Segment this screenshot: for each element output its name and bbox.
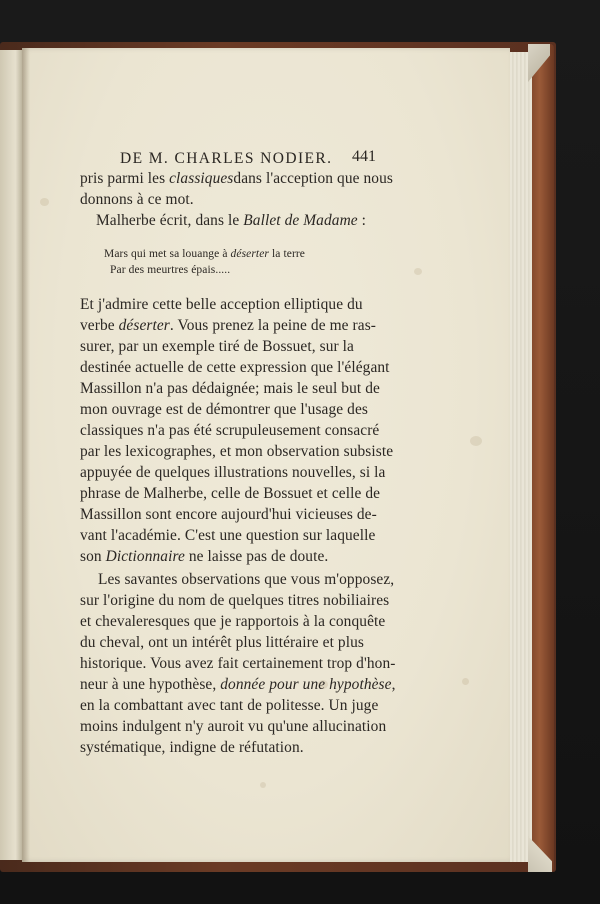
page-number: 441: [352, 148, 376, 165]
text-line: en la combattant avec tant de politesse. Un juge: [80, 697, 379, 714]
text-line: destinée actuelle de cette expression que l'élégant: [80, 359, 390, 376]
text-line: donnons à ce mot.: [80, 191, 194, 208]
text-line: neur à une hypothèse, donnée pour une hypothèse,: [80, 676, 396, 693]
facing-page-edge: [0, 50, 22, 860]
text-line: phrase de Malherbe, celle de Bossuet et celle de: [80, 485, 381, 502]
text-line: classiques n'a pas été scrupuleusement consacré: [80, 422, 380, 439]
text-line: Les savantes observations que vous m'opposez,: [98, 571, 395, 588]
verse-line: Mars qui met sa louange à déserter la terre: [104, 248, 306, 260]
text-line: et chevaleresques que je rapportois à la conquête: [80, 613, 386, 630]
text-line: par les lexicographes, et mon observation subsiste: [80, 443, 394, 460]
text-line: historique. Vous avez fait certainement trop d'hon-: [80, 655, 396, 672]
text-line: verbe déserter. Vous prenez la peine de me ras-: [80, 317, 377, 334]
text-line: Et j'admire cette belle acception elliptique du: [80, 296, 363, 313]
text-line: moins indulgent n'y auroit vu qu'une allucination: [80, 718, 387, 735]
text-line: vant l'académie. C'est une question sur laquelle: [80, 527, 376, 544]
text-line: son Dictionnaire ne laisse pas de doute.: [80, 548, 329, 565]
page-gutter: [22, 48, 30, 862]
text-line: du cheval, ont un intérêt plus littéraire et plus: [80, 634, 364, 651]
verse-line: Par des meurtres épais.....: [110, 264, 231, 276]
text-line: mon ouvrage est de démontrer que l'usage des: [80, 401, 368, 418]
text-line: surer, par un exemple tiré de Bossuet, sur la: [80, 338, 354, 355]
text-line: Malherbe écrit, dans le Ballet de Madame :: [96, 212, 367, 229]
text-line: systématique, indigne de réfutation.: [80, 739, 304, 756]
running-head: DE M. CHARLES NODIER.: [120, 150, 333, 167]
text-line: appuyée de quelques illustrations nouvelles, si la: [80, 464, 386, 481]
text-line: Massillon n'a pas dédaignée; mais le seul but de: [80, 380, 380, 397]
text-line: Massillon sont encore aujourd'hui vicieuses de-: [80, 506, 377, 523]
text-line: pris parmi les classiquesdans l'acception que nous: [80, 170, 393, 187]
text-line: sur l'origine du nom de quelques titres nobiliaires: [80, 592, 390, 609]
